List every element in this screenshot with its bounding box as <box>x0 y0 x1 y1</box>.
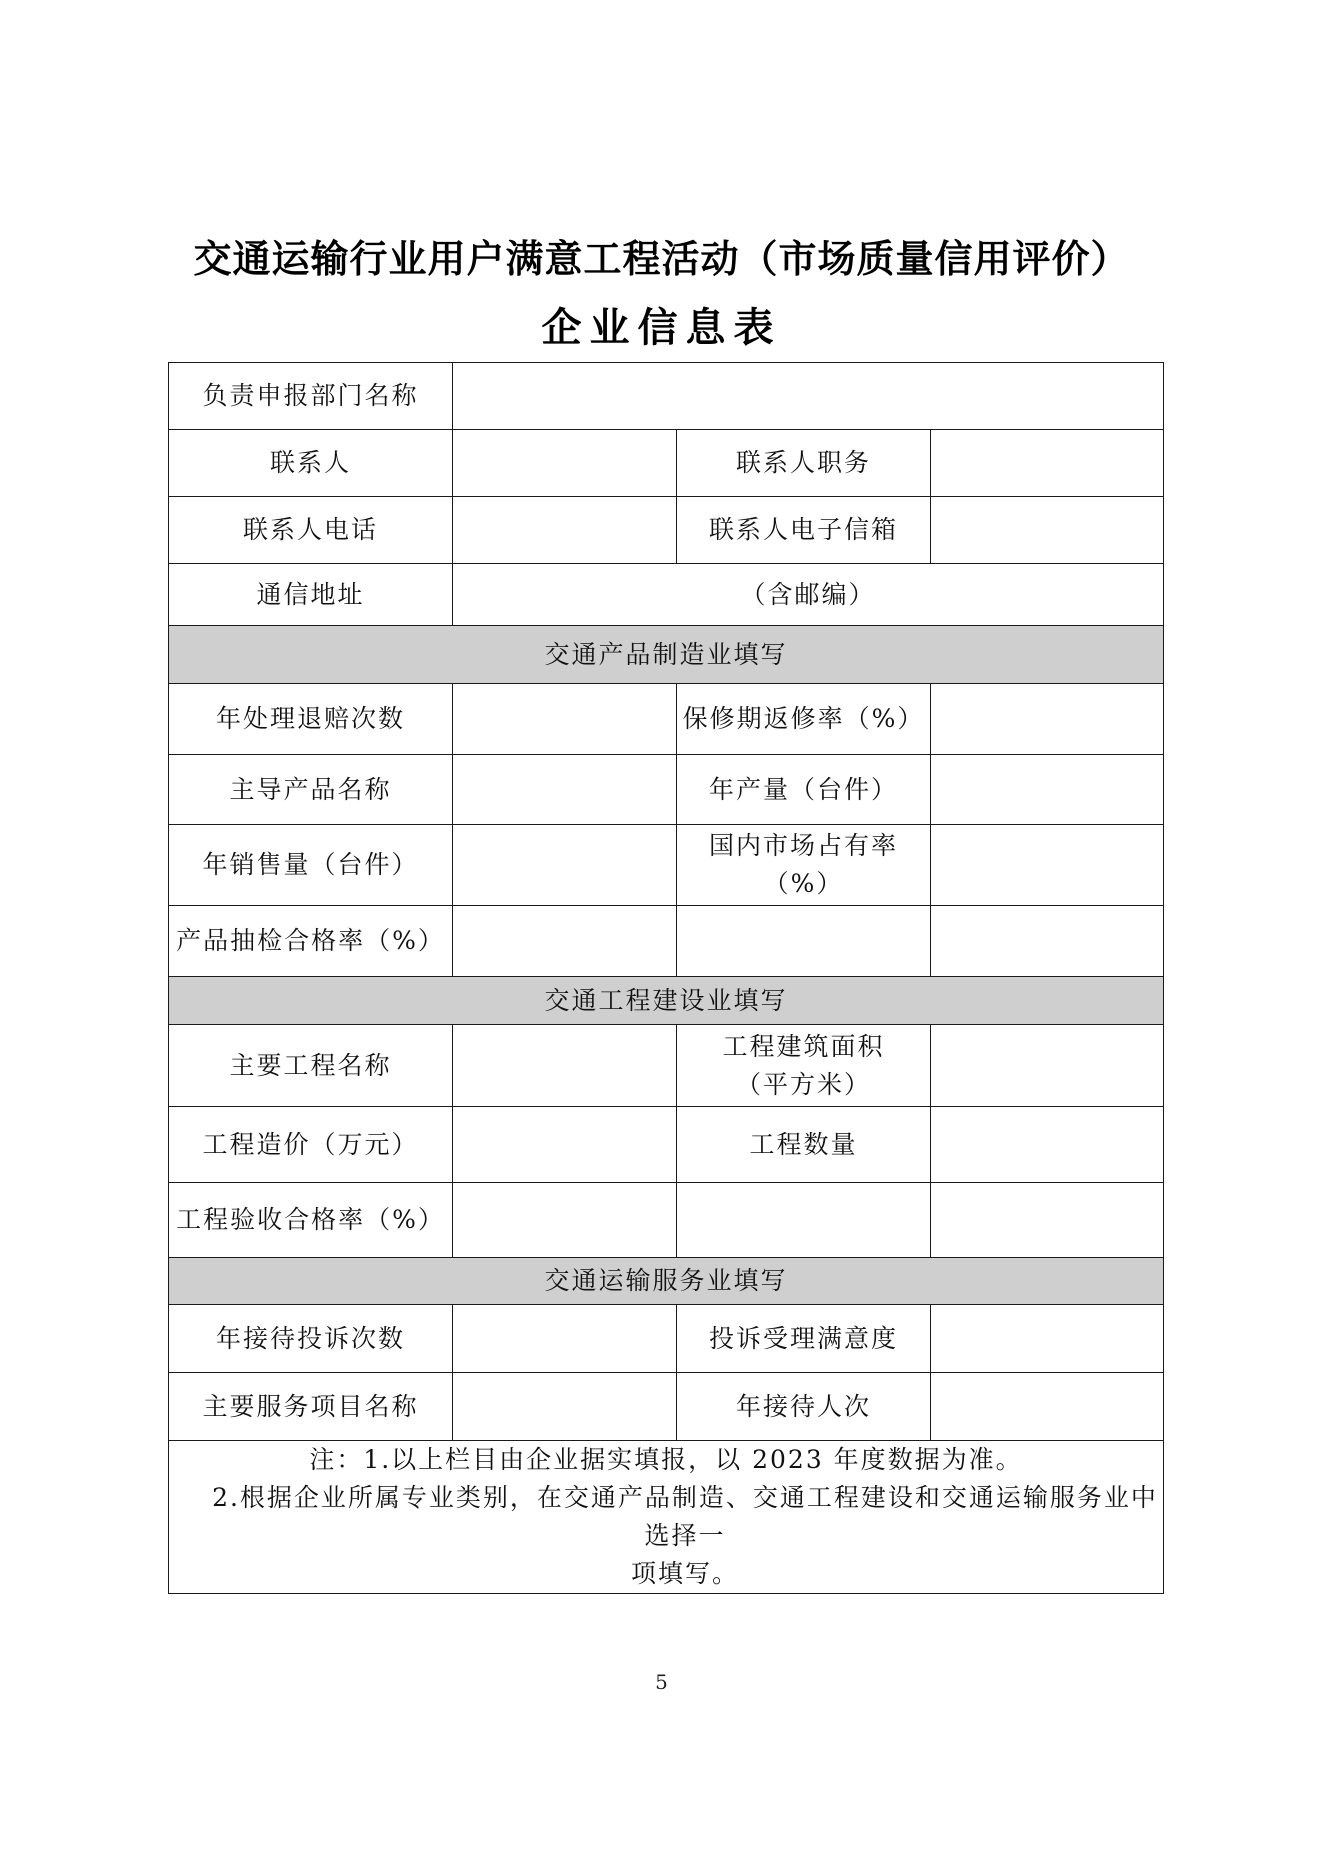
annual-visitors-label: 年接待人次 <box>677 1373 931 1441</box>
inspection-pass-label: 产品抽检合格率（%） <box>169 906 453 977</box>
address-field[interactable] <box>453 564 1164 626</box>
market-share-label-line1: 国内市场占有率 <box>708 831 898 860</box>
main-service-label: 主要服务项目名称 <box>169 1373 453 1441</box>
project-count-field[interactable] <box>931 1107 1164 1183</box>
building-area-label <box>677 1025 931 1107</box>
annual-sales-label: 年销售量（台件） <box>169 825 453 906</box>
blank-cell <box>677 1183 931 1258</box>
project-count-label: 工程数量 <box>677 1107 931 1183</box>
document-title: 交通运输行业用户满意工程活动（市场质量信用评价） <box>193 237 1130 281</box>
building-area-label-line1: 工程建筑面积 <box>722 1031 885 1061</box>
contact-email-field[interactable] <box>931 497 1164 564</box>
contact-label: 联系人 <box>169 430 453 497</box>
section-manufacturing-header: 交通产品制造业填写 <box>169 626 1164 684</box>
notes <box>169 1441 1164 1594</box>
annual-output-field[interactable] <box>931 755 1164 825</box>
contact-phone-field[interactable] <box>453 497 677 564</box>
contact-email-label: 联系人电子信箱 <box>677 497 931 564</box>
warranty-repair-label: 保修期返修率（%） <box>677 684 931 755</box>
document-subtitle: 企业信息表 <box>541 305 782 351</box>
dept-label: 负责申报部门名称 <box>169 363 453 430</box>
building-area-label-line2: （平方米） <box>735 1069 871 1099</box>
dept-field[interactable] <box>453 363 1164 430</box>
contact-phone-label: 联系人电话 <box>169 497 453 564</box>
complaints-field[interactable] <box>453 1305 677 1373</box>
project-cost-field[interactable] <box>453 1107 677 1183</box>
contact-title-label: 联系人职务 <box>677 430 931 497</box>
complaint-satisfaction-label: 投诉受理满意度 <box>677 1305 931 1373</box>
address-label: 通信地址 <box>169 564 453 626</box>
note-line-2: 2.根据企业所属专业类别，在交通产品制造、交通工程建设和交通运输服务业中选择一 <box>212 1483 1158 1550</box>
main-product-field[interactable] <box>453 755 677 825</box>
main-product-label: 主导产品名称 <box>169 755 453 825</box>
blank-cell <box>931 1183 1164 1258</box>
annual-visitors-field[interactable] <box>931 1373 1164 1441</box>
note-line-3: 项填写。 <box>630 1559 739 1588</box>
market-share-label <box>677 825 931 906</box>
main-service-field[interactable] <box>453 1373 677 1441</box>
annual-returns-field[interactable] <box>453 684 677 755</box>
acceptance-pass-field[interactable] <box>453 1183 677 1258</box>
annual-sales-field[interactable] <box>453 825 677 906</box>
blank-cell <box>677 906 931 977</box>
blank-cell <box>931 906 1164 977</box>
acceptance-pass-label: 工程验收合格率（%） <box>169 1183 453 1258</box>
page-number: 5 <box>655 1670 668 1694</box>
complaints-label: 年接待投诉次数 <box>169 1305 453 1373</box>
annual-output-label: 年产量（台件） <box>677 755 931 825</box>
section-service-header: 交通运输服务业填写 <box>169 1258 1164 1305</box>
contact-title-field[interactable] <box>931 430 1164 497</box>
building-area-field[interactable] <box>931 1025 1164 1107</box>
section-construction-header: 交通工程建设业填写 <box>169 977 1164 1025</box>
project-cost-label: 工程造价（万元） <box>169 1107 453 1183</box>
market-share-field[interactable] <box>931 825 1164 906</box>
main-project-label: 主要工程名称 <box>169 1025 453 1107</box>
enterprise-info-form <box>168 362 1164 1594</box>
contact-field[interactable] <box>453 430 677 497</box>
market-share-label-line2: （%） <box>763 869 844 898</box>
note-line-1: 注：1.以上栏目由企业据实填报，以 2023 年度数据为准。 <box>309 1445 1023 1474</box>
main-project-field[interactable] <box>453 1025 677 1107</box>
inspection-pass-field[interactable] <box>453 906 677 977</box>
annual-returns-label: 年处理退赔次数 <box>169 684 453 755</box>
warranty-repair-field[interactable] <box>931 684 1164 755</box>
complaint-satisfaction-field[interactable] <box>931 1305 1164 1373</box>
address-hint: （含邮编） <box>740 579 876 609</box>
